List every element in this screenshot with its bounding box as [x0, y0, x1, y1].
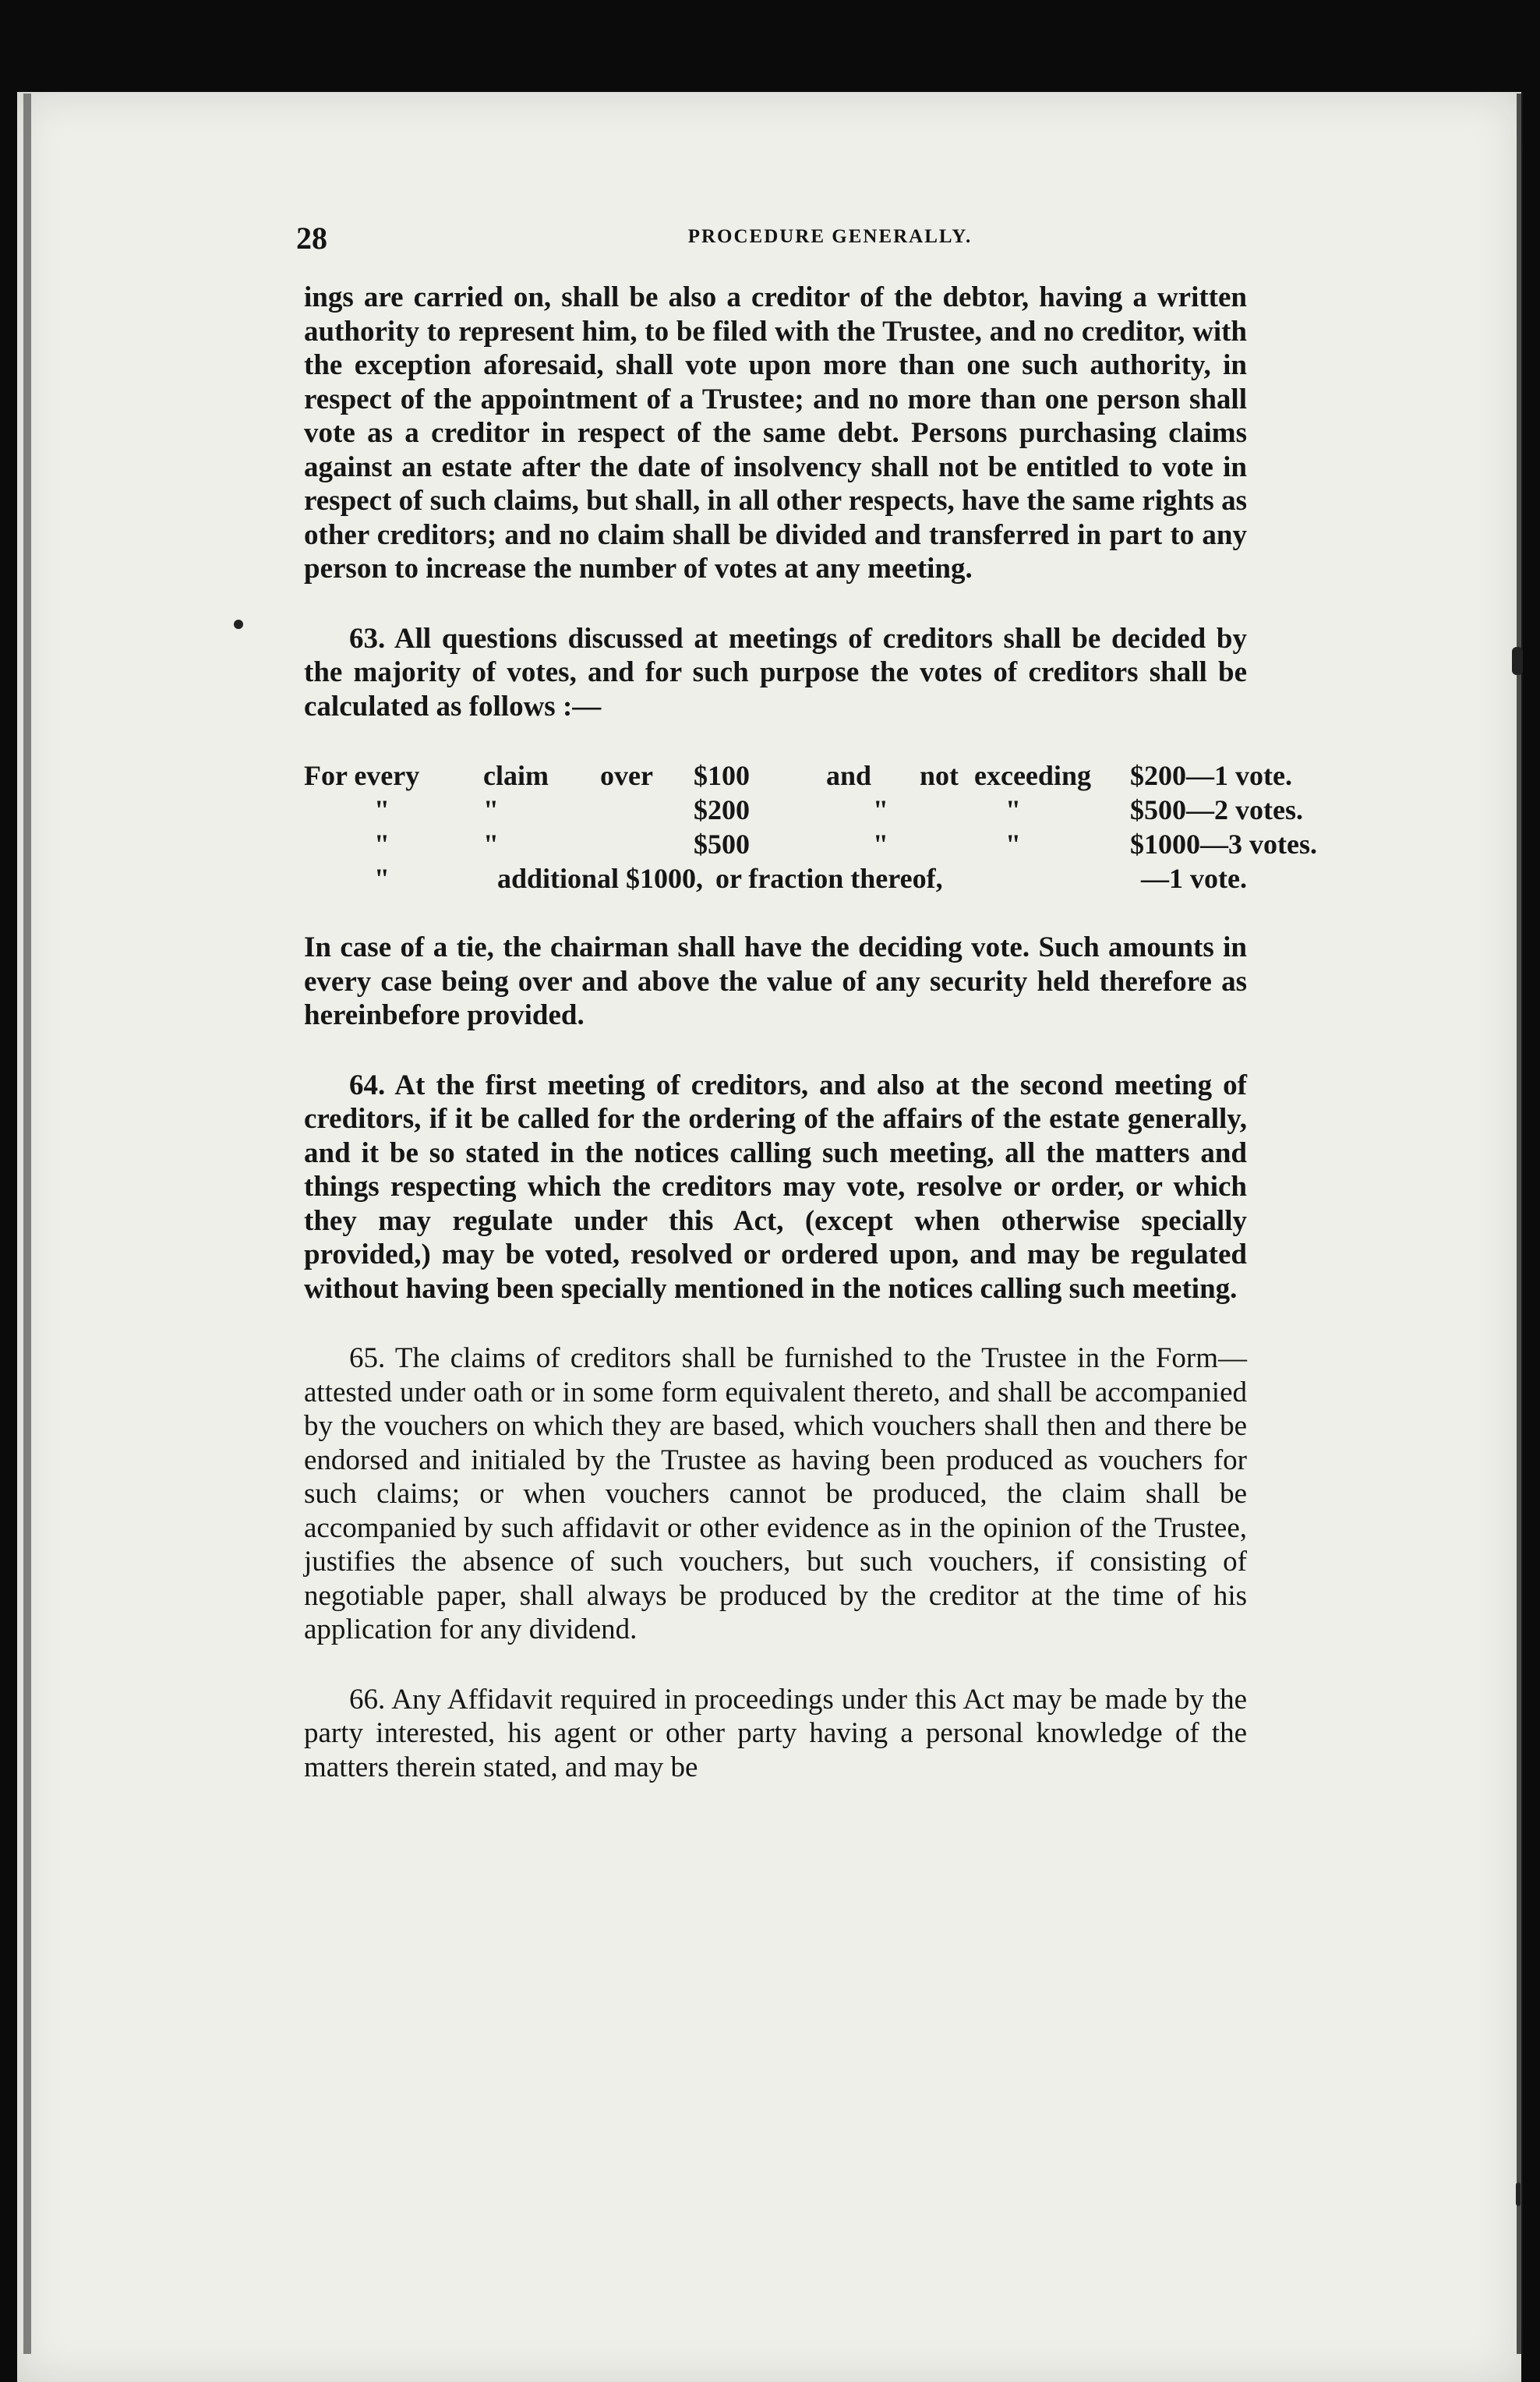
ink-speck — [1512, 647, 1523, 675]
page-number: 28 — [296, 221, 327, 256]
vote-cell: For every — [304, 760, 420, 791]
vote-cell: " — [374, 794, 390, 825]
page-header — [296, 220, 1247, 256]
right-page-edge — [1517, 94, 1523, 2354]
vote-cell: and — [826, 760, 872, 791]
vote-cell: —1 vote. — [1141, 863, 1247, 894]
vote-row — [304, 828, 1317, 862]
vote-cell: $1000—3 votes. — [1130, 829, 1317, 860]
tie-paragraph: In case of a tie, the chairman shall have the deciding vote. Such amounts in every case being over and above the value of any security held therefore as hereinbefore provided. — [304, 931, 1247, 1031]
section-65: 65. The claims of creditors shall be furnished to the Trustee in the Form—attested under oath or in some form equivalent thereto, and shall be accompanied by the vouchers on which they are based, which vouchers shall then and there be endorsed and initialed by the Trustee as having been produced as vouchers for such claims; or when vouchers cannot be produced, the claim shall be accompanied by such affidavit or other evidence as in the opinion of the Trustee, justifies the absence of such vouchers, but such vouchers, if consisting of negotiable paper, shall always be produced by the creditor at the time of his application for any dividend. — [304, 1342, 1247, 1645]
vote-cell: " — [483, 829, 499, 860]
section-64: 64. At the first meeting of creditors, and also at the second meeting of creditors, if it be called for the ordering of the affairs of the estate generally, and it be so stated in the notices calling such meeting, all the matters and things respecting which the creditors may vote, resolve or order, or which they may regulate under this Act, (except when otherwise specially provided,) may be voted, resolved or ordered upon, and may be regulated without having been specially mentioned in the notices calling such meeting. — [304, 1069, 1247, 1305]
vote-cell: additional $1000, — [497, 863, 704, 894]
ink-speck — [234, 620, 243, 629]
vote-cell: $500—2 votes. — [1130, 794, 1303, 825]
vote-cell: " — [873, 829, 888, 860]
paragraph-continued: ings are carried on, shall be also a creditor of the debtor, having a written authority to represent him, to be filed with the Trustee, and no creditor, with the exception aforesaid, shall vote upon more than one such authority, in respect of the appointment of a Trustee; and no more than one person shall vote as a creditor in respect of the same debt. Persons purchasing claims against an estate after the date of insolvency shall not be entitled to vote in respect of such claims, but shall, in all other respects, have the same rights as other creditors; and no claim shall be divided and transferred in part to any person to increase the number of votes at any meeting. — [304, 281, 1247, 585]
vote-cell: $200—1 vote. — [1130, 760, 1292, 791]
vote-cell: exceeding — [974, 760, 1091, 791]
vote-row — [304, 793, 1303, 828]
vote-cell: not — [920, 760, 959, 791]
body-text — [304, 281, 1317, 1820]
left-page-edge — [23, 94, 31, 2354]
section-66: 66. Any Affidavit required in proceedings under this Act may be made by the party interested, his agent or other party having a personal knowledge of the matters therein stated, and may be — [304, 1683, 1247, 1783]
vote-cell: over — [600, 760, 653, 791]
ink-speck — [1516, 2182, 1521, 2206]
vote-cell: " — [873, 794, 888, 825]
vote-cell: claim — [483, 760, 549, 791]
vote-cell: $200 — [694, 794, 750, 825]
vote-cell: or fraction thereof, — [715, 863, 943, 894]
vote-cell: $500 — [694, 829, 750, 860]
vote-row-fraction — [304, 862, 1247, 896]
vote-cell: " — [1005, 794, 1021, 825]
vote-cell: $100 — [694, 760, 750, 791]
vote-schedule — [304, 759, 1317, 896]
section-63: 63. All questions discussed at meetings of creditors shall be decided by the majority of votes, and for such purpose the votes of creditors shall be calculated as follows :— — [304, 622, 1247, 723]
running-head: PROCEDURE GENERALLY. — [687, 226, 973, 247]
vote-cell: " — [374, 829, 390, 860]
vote-row — [304, 759, 1292, 793]
vote-cell: " — [1005, 829, 1021, 860]
vote-cell: " — [483, 794, 499, 825]
vote-cell: " — [374, 863, 390, 894]
